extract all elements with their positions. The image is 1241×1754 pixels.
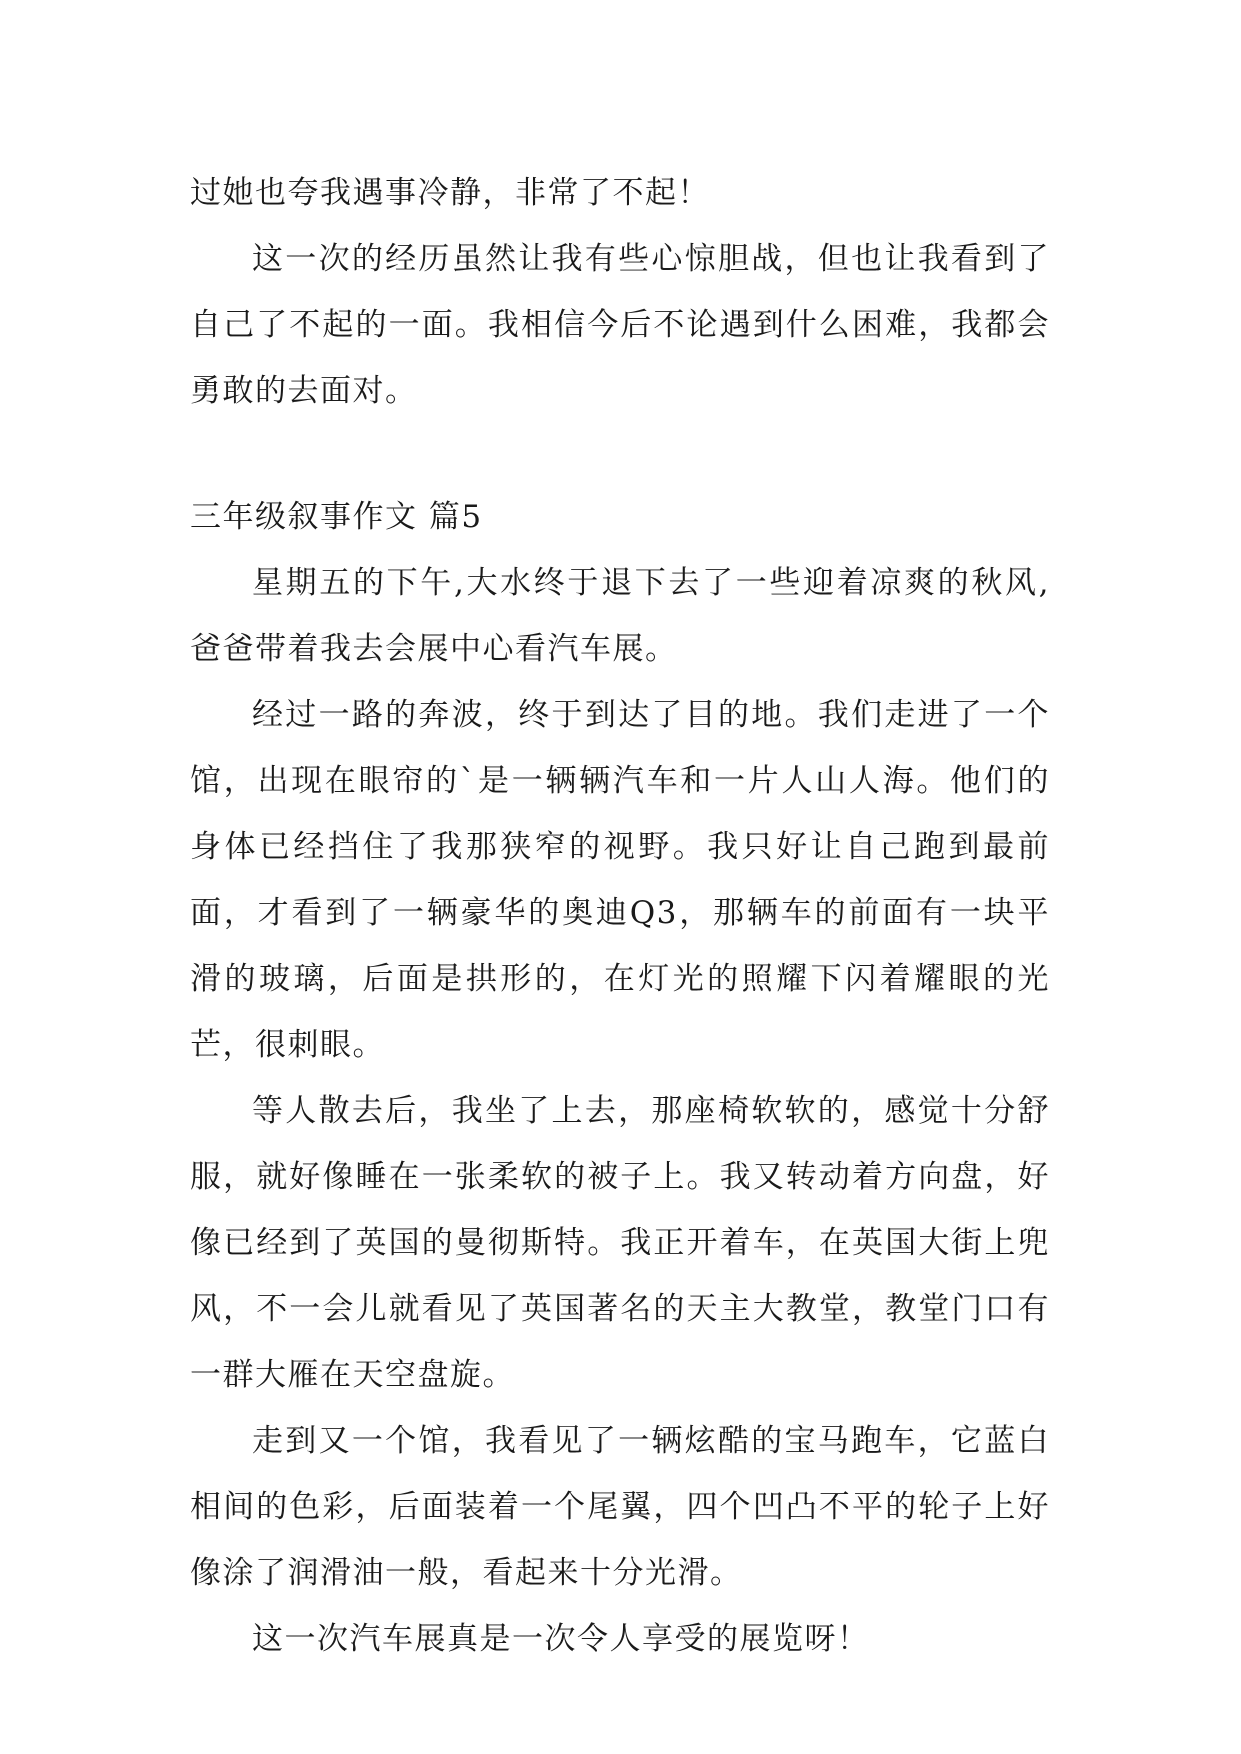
essay-paragraph-3: 等人散去后，我坐了上去，那座椅软软的，感觉十分舒服，就好像睡在一张柔软的被子上。我又转动着方向盘，好像已经到了英国的曼彻斯特。我正开着车，在英国大街上兜风，不一会儿就看见了英国著名的天主大教堂，教堂门口有一群大雁在天空盘旋。: [190, 1093, 1050, 1393]
previous-essay-conclusion: 这一次的经历虽然让我有些心惊胆战，但也让我看到了自己了不起的一面。我相信今后不论遇到什么困难，我都会勇敢的去面对。: [190, 241, 1050, 409]
essay-paragraph-2: 经过一路的奔波，终于到达了目的地。我们走进了一个馆，出现在眼帘的`是一辆辆汽车和一片人山人海。他们的身体已经挡住了我那狭窄的视野。我只好让自己跑到最前面，才看到了一辆豪华的奥迪Q3，那辆车的前面有一块平滑的玻璃，后面是拱形的，在灯光的照耀下闪着耀眼的光芒，很刺眼。: [190, 697, 1050, 1063]
continuation-paragraph: 过她也夸我遇事冷静，非常了不起！: [190, 175, 710, 211]
essay-paragraph-5: 这一次汽车展真是一次令人享受的展览呀！: [252, 1621, 870, 1657]
section-title: 三年级叙事作文 篇5: [190, 499, 483, 535]
document-body: [190, 160, 1050, 1672]
essay-paragraph-1: 星期五的下午,大水终于退下去了一些迎着凉爽的秋风,爸爸带着我去会展中心看汽车展。: [190, 565, 1050, 667]
essay-paragraph-4: 走到又一个馆，我看见了一辆炫酷的宝马跑车，它蓝白相间的色彩，后面装着一个尾翼，四个凹凸不平的轮子上好像涂了润滑油一般，看起来十分光滑。: [190, 1423, 1050, 1591]
